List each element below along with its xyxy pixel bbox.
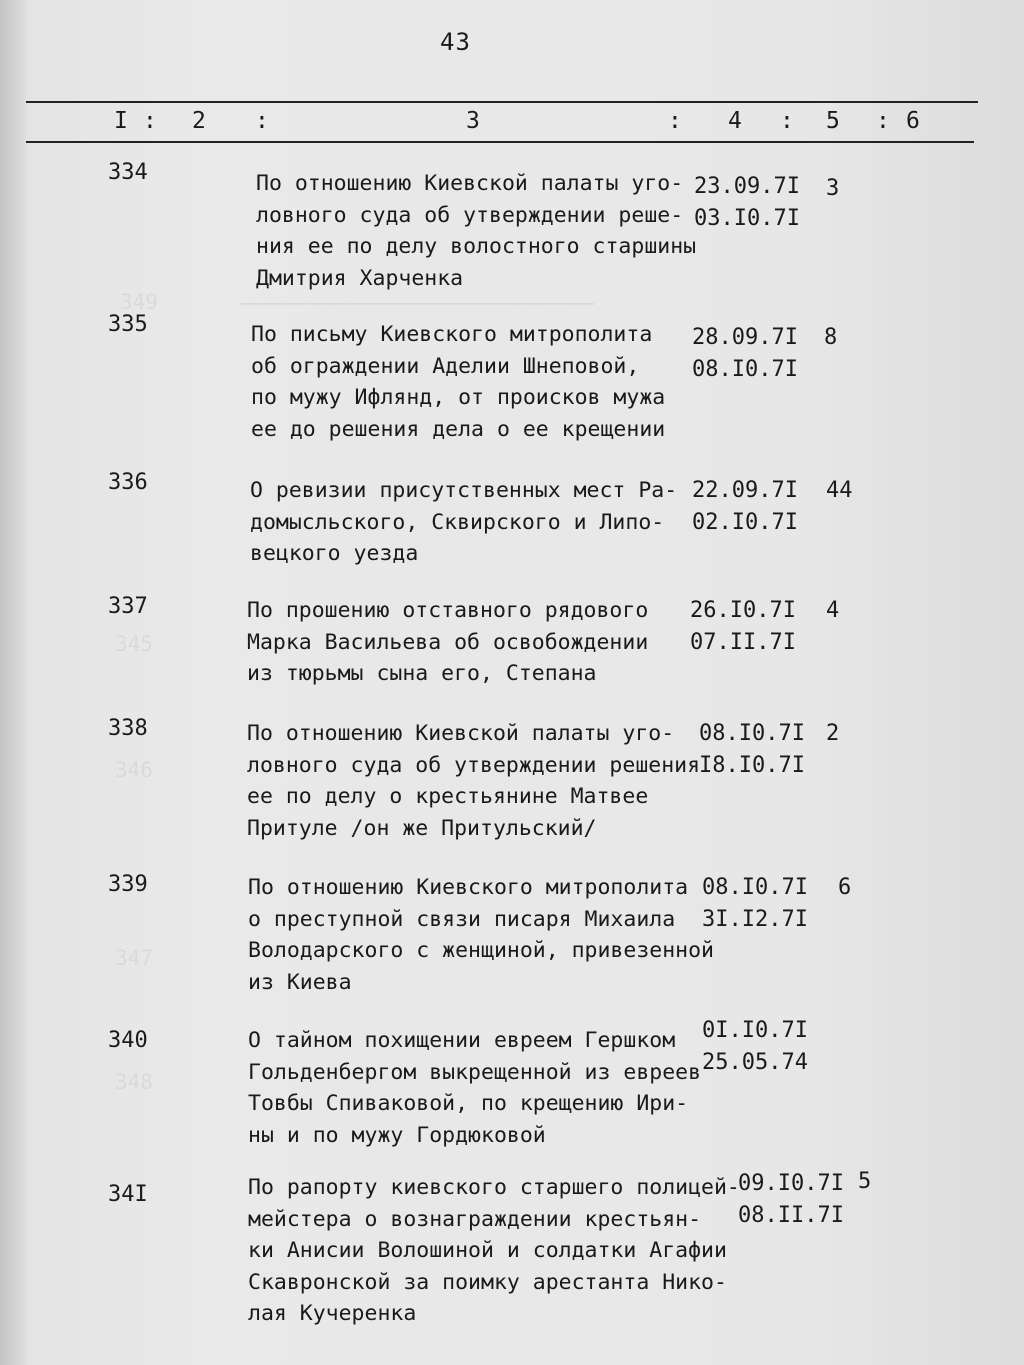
entry-dates bbox=[692, 322, 798, 385]
entry-number: 340 bbox=[108, 1028, 148, 1053]
bleed-through-text: 345 bbox=[115, 632, 153, 656]
start-date: 0I.I0.7I bbox=[702, 1018, 808, 1043]
description-line: мейстера о вознаграждении крестьян- bbox=[248, 1206, 702, 1232]
entry-description bbox=[248, 872, 718, 998]
column-header-separator: : bbox=[143, 108, 157, 134]
entry-number: 34I bbox=[108, 1182, 148, 1207]
start-date: 26.I0.7I bbox=[690, 598, 796, 623]
sheet-count: 3 bbox=[826, 176, 840, 201]
description-line: Гольденбергом выкрещенной из евреев bbox=[248, 1059, 702, 1085]
entry-dates bbox=[690, 595, 796, 658]
entry-dates bbox=[694, 171, 800, 234]
entry-number: 336 bbox=[108, 470, 148, 495]
page-number: 43 bbox=[440, 28, 471, 56]
sheet-count: 44 bbox=[826, 478, 853, 503]
entry-dates bbox=[692, 475, 798, 538]
bleed-through-text: 346 bbox=[115, 758, 153, 782]
description-line: По рапорту киевского старшего полицей- bbox=[248, 1175, 740, 1200]
description-line: По письму Киевского митрополита bbox=[251, 322, 653, 347]
column-header-1: I bbox=[114, 108, 128, 134]
sheet-count: 4 bbox=[826, 598, 840, 623]
entry-description bbox=[247, 595, 717, 690]
description-line: По прошению отставного рядового bbox=[247, 598, 649, 623]
description-line: О ревизии присутственных мест Ра- bbox=[250, 478, 678, 503]
sheet-count: 8 bbox=[824, 325, 838, 350]
entry-description bbox=[251, 319, 721, 445]
column-header-separator: : bbox=[876, 108, 890, 134]
sheet-count: 2 bbox=[826, 721, 840, 746]
description-line: ее по делу о крестьянине Матвее bbox=[247, 784, 649, 809]
sheet-count: 6 bbox=[838, 875, 852, 900]
end-date: 08.I0.7I bbox=[692, 356, 798, 382]
entry-number: 338 bbox=[108, 716, 148, 741]
description-line: ки Анисии Волошиной и солдатки Агафии bbox=[248, 1238, 727, 1263]
entry-number: 334 bbox=[108, 160, 148, 185]
description-line: по мужу Ифлянд, от происков мужа bbox=[251, 385, 666, 410]
description-line: из тюрьмы сына его, Степана bbox=[247, 661, 597, 686]
entry-description bbox=[247, 718, 717, 844]
entry-dates bbox=[738, 1168, 844, 1231]
description-line: Товбы Спиваковой, по крещению Ири- bbox=[248, 1091, 689, 1116]
description-line: Притуле /он же Притульский/ bbox=[247, 815, 597, 841]
column-header-6: 6 bbox=[906, 108, 920, 134]
end-date: 08.II.7I bbox=[738, 1202, 844, 1228]
entry-description bbox=[248, 1172, 740, 1330]
description-line: По отношению Киевской палаты уго- bbox=[256, 171, 684, 196]
header-top-rule bbox=[26, 101, 978, 103]
end-date: 02.I0.7I bbox=[692, 509, 798, 535]
description-line: ны и по мужу Гордюковой bbox=[248, 1122, 546, 1148]
description-line: Марка Васильева об освобождении bbox=[247, 629, 649, 655]
entry-number: 337 bbox=[108, 594, 148, 619]
bleed-through-text: ──────────────────────────── bbox=[240, 292, 595, 316]
header-bottom-rule bbox=[26, 141, 974, 143]
entry-description bbox=[248, 1025, 718, 1151]
description-line: о преступной связи писаря Михаила bbox=[248, 906, 676, 932]
start-date: 09.I0.7I bbox=[738, 1171, 844, 1196]
description-line: Володарского с женщиной, привезенной bbox=[248, 938, 714, 963]
start-date: 08.I0.7I bbox=[702, 875, 808, 900]
description-line: лая Кучеренка bbox=[248, 1301, 417, 1326]
column-header-separator: : bbox=[668, 108, 682, 134]
start-date: 08.I0.7I bbox=[699, 721, 805, 746]
bleed-through-text: 348 bbox=[115, 1070, 153, 1094]
column-header-5: 5 bbox=[826, 108, 840, 134]
description-line: об ограждении Аделии Шнеповой, bbox=[251, 353, 640, 379]
description-line: ловного суда об утверждении решения bbox=[247, 752, 701, 778]
description-line: О тайном похищении евреем Гершком bbox=[248, 1028, 676, 1053]
column-header-separator: : bbox=[255, 108, 269, 134]
column-header-separator: : bbox=[780, 108, 794, 134]
entry-dates bbox=[702, 872, 808, 935]
description-line: ловного суда об утверждении реше- bbox=[256, 202, 684, 228]
column-header-2: 2 bbox=[192, 108, 206, 134]
end-date: 07.II.7I bbox=[690, 629, 796, 655]
bleed-through-text: 349 bbox=[120, 290, 158, 314]
description-line: Скавронской за поимку арестанта Нико- bbox=[248, 1269, 727, 1295]
description-line: домысльского, Сквирского и Липо- bbox=[250, 509, 665, 535]
end-date: 3I.I2.7I bbox=[702, 906, 808, 932]
description-line: Дмитрия Харченка bbox=[256, 265, 464, 291]
start-date: 23.09.7I bbox=[694, 174, 800, 199]
description-line: По отношению Киевского митрополита bbox=[248, 875, 689, 900]
page-left-margin bbox=[0, 0, 26, 1365]
entry-number: 339 bbox=[108, 872, 148, 897]
entry-dates bbox=[702, 1015, 808, 1078]
description-line: вецкого уезда bbox=[250, 541, 419, 566]
start-date: 22.09.7I bbox=[692, 478, 798, 503]
description-line: из Киева bbox=[248, 969, 352, 995]
column-header-4: 4 bbox=[728, 108, 742, 134]
end-date: 03.I0.7I bbox=[694, 205, 800, 231]
description-line: По отношению Киевской палаты уго- bbox=[247, 721, 675, 746]
entry-description bbox=[250, 475, 720, 570]
entry-number: 335 bbox=[108, 312, 148, 337]
start-date: 28.09.7I bbox=[692, 325, 798, 350]
column-header-3: 3 bbox=[466, 108, 480, 134]
entry-description bbox=[256, 168, 726, 294]
end-date: 25.05.74 bbox=[702, 1049, 808, 1075]
description-line: ния ее по делу волостного старшины bbox=[256, 234, 697, 259]
bleed-through-text: 347 bbox=[115, 946, 153, 970]
description-line: ее до решения дела о ее крещении bbox=[251, 416, 666, 442]
sheet-count: 5 bbox=[858, 1169, 872, 1194]
entry-dates bbox=[699, 718, 805, 781]
end-date: I8.I0.7I bbox=[699, 752, 805, 778]
